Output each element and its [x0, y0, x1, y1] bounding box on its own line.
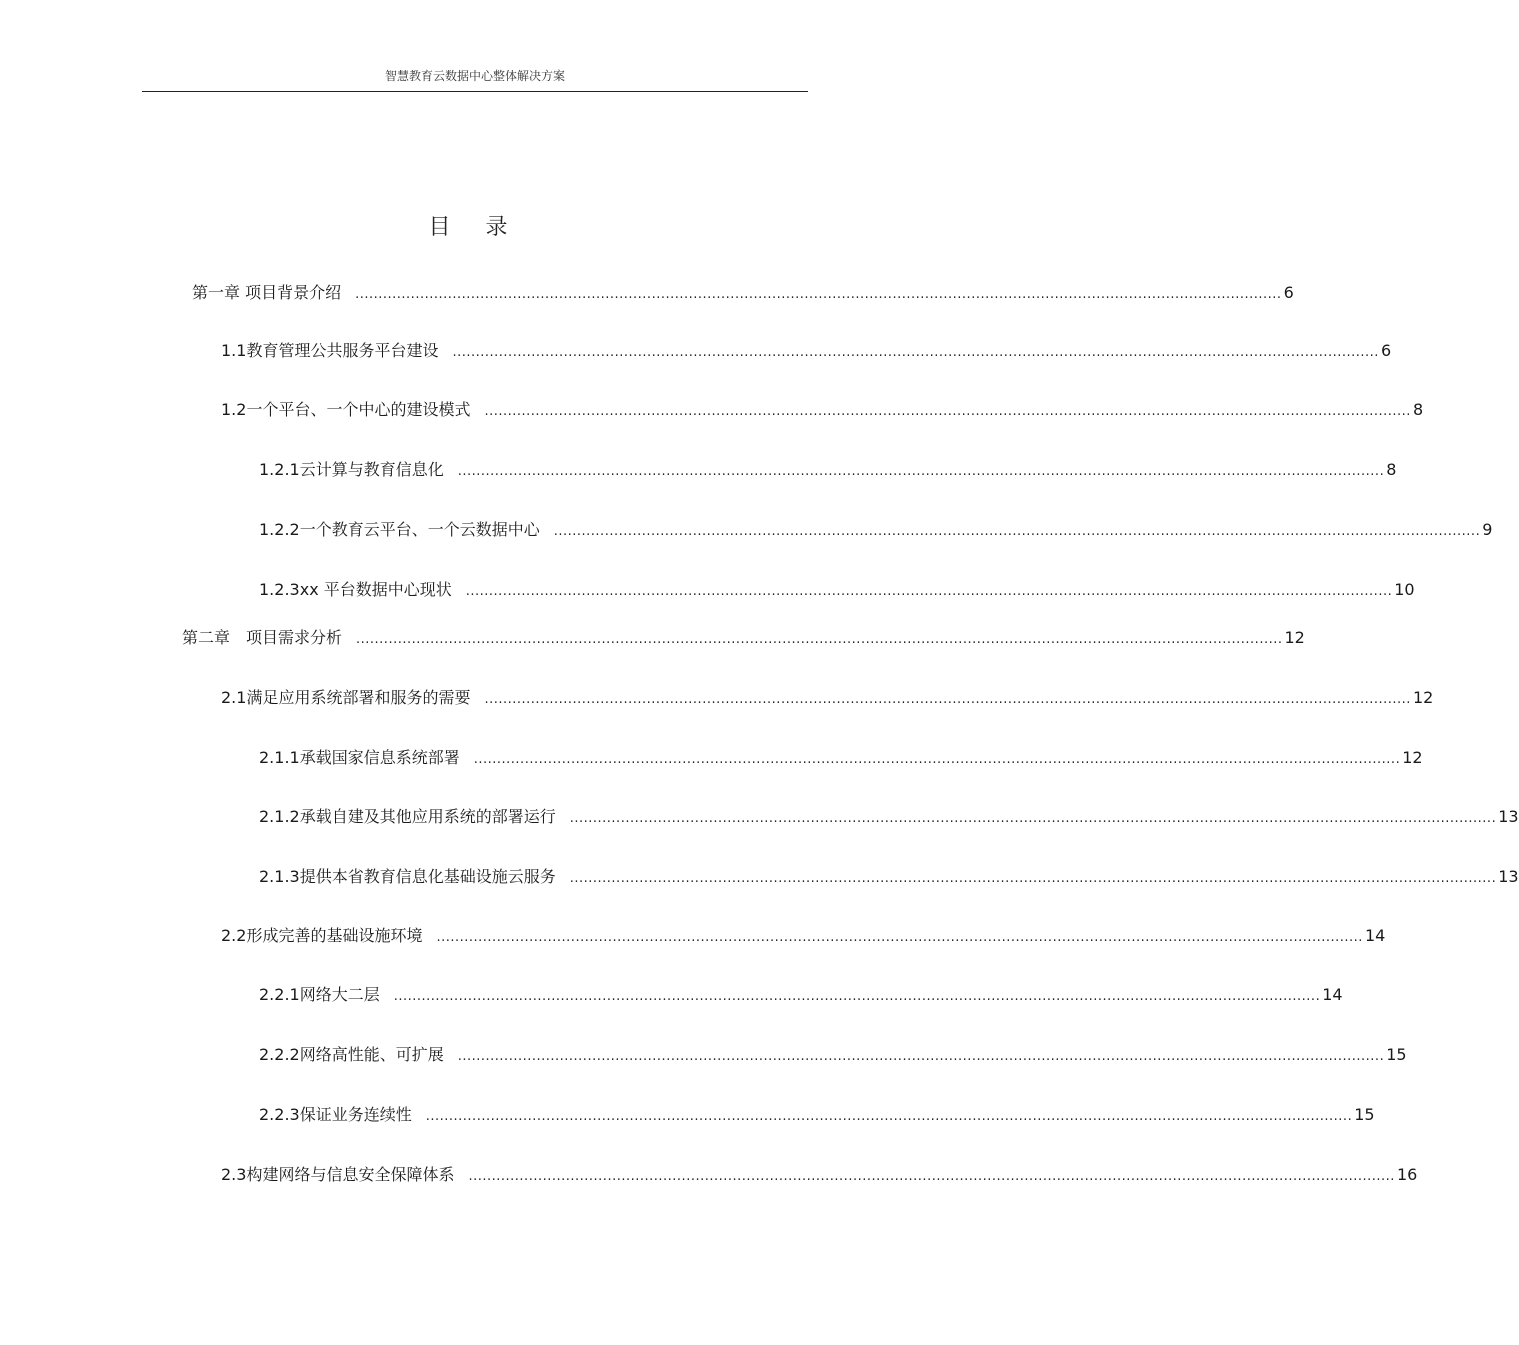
toc-entry-text: xx 平台数据中心现状 — [299, 580, 452, 599]
toc-leader: ........................................................................................................................................................................................................ — [553, 524, 1481, 539]
toc-entry-number: 2.3 — [221, 1165, 247, 1184]
toc-entry[interactable] — [221, 341, 1392, 363]
toc-entry-text: 形成完善的基础设施环境 — [246, 926, 423, 945]
toc-entry-number: 2.2 — [221, 926, 247, 945]
toc-leader: ........................................................................................................................................................................................................ — [468, 1169, 1395, 1184]
toc-entry-text: 承载国家信息系统部署 — [299, 748, 460, 767]
toc-entry-page: 14 — [1322, 985, 1343, 1004]
toc-entry[interactable] — [259, 867, 1519, 889]
toc-entry-number: 2.2.3 — [259, 1105, 300, 1124]
toc-entry-page: 10 — [1394, 580, 1415, 599]
toc-leader: ........................................................................................................................................................................................................ — [457, 1049, 1385, 1064]
toc-entry-text: 一个平台、一个中心的建设模式 — [246, 400, 471, 419]
toc-entry-number: 2.1 — [221, 688, 247, 707]
running-header: 智慧教育云数据中心整体解决方案 — [384, 69, 565, 83]
toc-entry-page: 13 — [1498, 867, 1519, 886]
toc-entry-text: 第一章 项目背景介绍 — [192, 283, 342, 302]
toc-entry-text: 满足应用系统部署和服务的需要 — [246, 688, 471, 707]
toc-entry-page: 12 — [1412, 688, 1434, 707]
toc-entry-page: 6 — [1380, 341, 1392, 360]
toc-leader: ........................................................................................................................................................................................................ — [569, 811, 1497, 826]
toc-leader: ........................................................................................................................................................................................................ — [355, 287, 1282, 302]
toc-entry[interactable] — [259, 748, 1423, 770]
toc-entry[interactable] — [259, 580, 1415, 602]
toc-entry[interactable] — [259, 807, 1519, 829]
toc-entry-text: 第二章 项目需求分析 — [182, 628, 343, 647]
toc-entry[interactable] — [259, 1045, 1407, 1067]
toc-entry-number: 2.1.3 — [259, 867, 300, 886]
toc-entry-number: 1.1 — [221, 341, 247, 360]
toc-entry[interactable] — [259, 460, 1397, 482]
toc-entry-number: 1.2.2 — [259, 520, 300, 539]
toc-entry-text: 保证业务连续性 — [299, 1105, 412, 1124]
toc-entry-page: 16 — [1396, 1165, 1418, 1184]
toc-entry-number: 2.2.2 — [259, 1045, 300, 1064]
toc-entry[interactable] — [192, 283, 1294, 305]
toc-leader: ........................................................................................................................................................................................................ — [393, 989, 1321, 1004]
toc-entry-number: 1.2 — [221, 400, 247, 419]
toc-entry-page: 14 — [1364, 926, 1386, 945]
toc-entry-number: 1.2.3 — [259, 580, 300, 599]
toc-entry-text: 教育管理公共服务平台建设 — [246, 341, 439, 360]
toc-leader: ........................................................................................................................................................................................................ — [569, 871, 1497, 886]
toc-leader: ........................................................................................................................................................................................................ — [457, 464, 1385, 479]
toc-entry-number: 2.1.1 — [259, 748, 300, 767]
toc-entry-text: 承载自建及其他应用系统的部署运行 — [299, 807, 556, 826]
toc-entry-number: 2.1.2 — [259, 807, 300, 826]
toc-leader: ........................................................................................................................................................................................................ — [356, 632, 1283, 647]
toc-entry[interactable] — [259, 985, 1343, 1007]
toc-entry[interactable] — [182, 628, 1305, 650]
toc-leader: ........................................................................................................................................................................................................ — [484, 692, 1411, 707]
toc-entry-text: 云计算与教育信息化 — [299, 460, 444, 479]
toc-entry-page: 8 — [1386, 460, 1397, 479]
toc-entry[interactable] — [221, 1165, 1418, 1187]
toc-entry[interactable] — [259, 520, 1493, 542]
toc-entry-page: 13 — [1498, 807, 1519, 826]
toc-leader: ........................................................................................................................................................................................................ — [465, 584, 1393, 599]
toc-entry-number: 2.2.1 — [259, 985, 300, 1004]
toc-leader: ........................................................................................................................................................................................................ — [425, 1109, 1353, 1124]
toc-leader: ........................................................................................................................................................................................................ — [452, 345, 1379, 360]
toc-entry-text: 网络大二层 — [299, 985, 380, 1004]
toc-entry-page: 6 — [1283, 283, 1294, 302]
toc-leader: ........................................................................................................................................................................................................ — [484, 404, 1411, 419]
toc-leader: ........................................................................................................................................................................................................ — [473, 752, 1401, 767]
toc-entry[interactable] — [221, 926, 1386, 948]
toc-entry-page: 9 — [1482, 520, 1493, 539]
toc-entry-text: 网络高性能、可扩展 — [299, 1045, 444, 1064]
toc-title: 目 录 — [428, 215, 522, 240]
toc-entry[interactable] — [259, 1105, 1375, 1127]
toc-leader: ........................................................................................................................................................................................................ — [436, 930, 1363, 945]
toc-entry-text: 提供本省教育信息化基础设施云服务 — [299, 867, 556, 886]
toc-entry-page: 15 — [1386, 1045, 1407, 1064]
toc-entry-number: 1.2.1 — [259, 460, 300, 479]
toc-entry[interactable] — [221, 400, 1424, 422]
toc-entry-page: 15 — [1354, 1105, 1375, 1124]
toc-entry-text: 构建网络与信息安全保障体系 — [246, 1165, 455, 1184]
toc-entry-text: 一个教育云平台、一个云数据中心 — [299, 520, 540, 539]
toc-entry-page: 12 — [1284, 628, 1305, 647]
toc-entry[interactable] — [221, 688, 1434, 710]
toc-entry-page: 8 — [1412, 400, 1424, 419]
toc-entry-page: 12 — [1402, 748, 1423, 767]
header-rule — [142, 91, 808, 92]
